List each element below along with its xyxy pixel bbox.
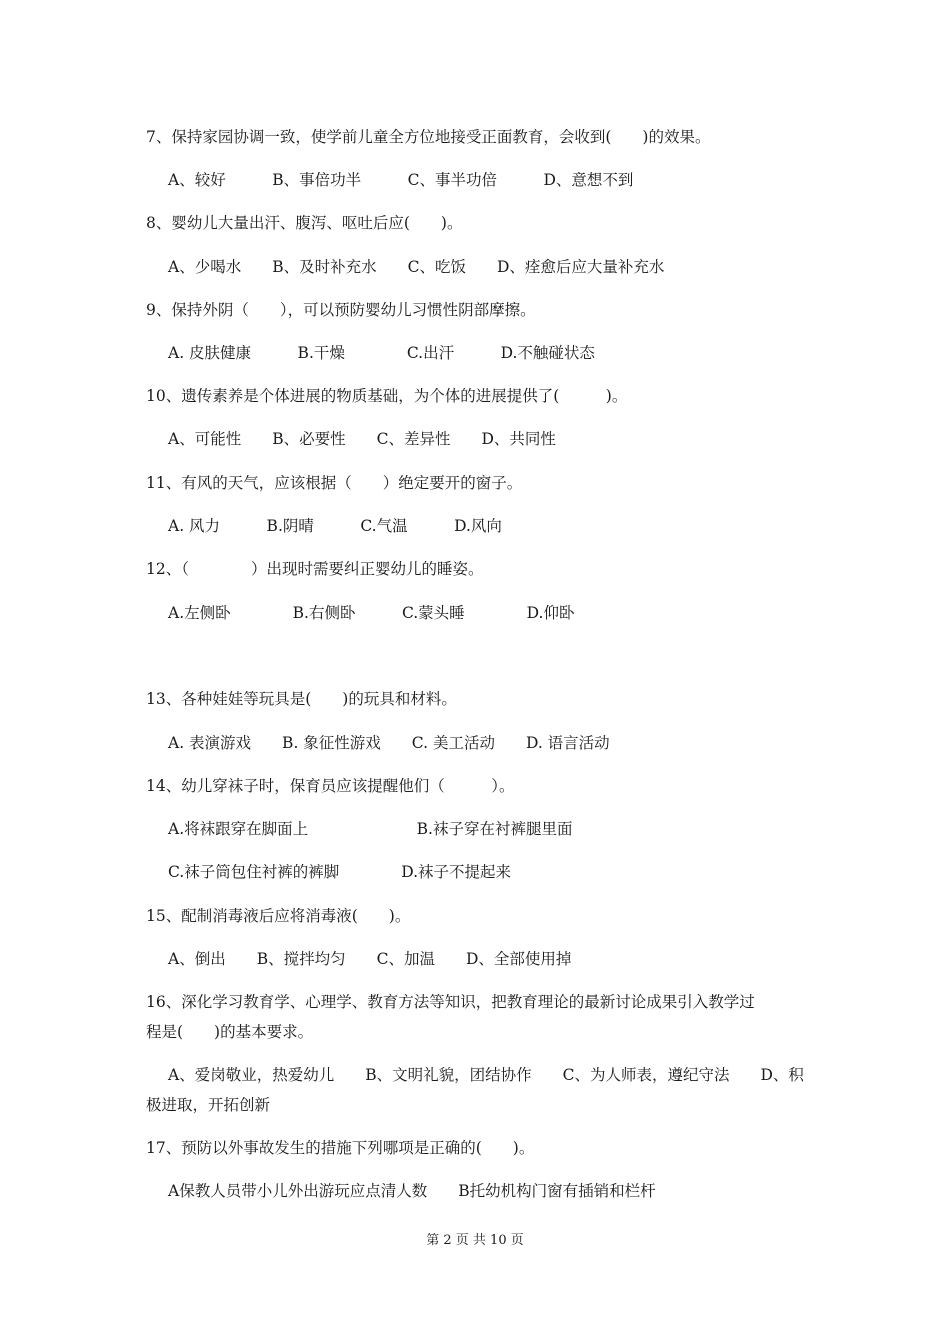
options-8: A、少喝水 B、及时补充水 C、吃饭 D、痊愈后应大量补充水 [168, 258, 665, 276]
options-11: A. 风力 B.阴晴 C.气温 D.风向 [168, 517, 502, 535]
question-14: 14、幼儿穿袜子时，保育员应该提醒他们（ ）。 [146, 777, 515, 795]
options-12: A.左侧卧 B.右侧卧 C.蒙头睡 D.仰卧 [168, 604, 575, 622]
question-17: 17、预防以外事故发生的措施下列哪项是正确的( )。 [146, 1139, 535, 1157]
page-footer: 第 2 页 共 10 页 [426, 1233, 524, 1248]
options-14-row2: C.袜子筒包住衬裤的裤脚 D.袜子不提起来 [168, 863, 512, 881]
question-16: 16、深化学习教育学、心理学、教育方法等知识，把教育理论的最新讨论成果引入教学过 [146, 993, 755, 1011]
question-9: 9、保持外阴（ ），可以预防婴幼儿习惯性阴部摩擦。 [146, 301, 536, 319]
options-16: A、爱岗敬业，热爱幼儿 B、文明礼貌，团结协作 C、为人师表，遵纪守法 D、积 [168, 1066, 804, 1084]
options-14-row1: A.将袜跟穿在脚面上 B.袜子穿在衬裤腿里面 [168, 820, 573, 838]
options-7: A、较好 B、事倍功半 C、事半功倍 D、意想不到 [168, 171, 634, 189]
question-7: 7、保持家园协调一致，使学前儿童全方位地接受正面教育，会收到( )的效果。 [146, 128, 711, 146]
options-13: A. 表演游戏 B. 象征性游戏 C. 美工活动 D. 语言活动 [168, 734, 610, 752]
question-8: 8、婴幼儿大量出汗、腹泻、呕吐后应( )。 [146, 214, 463, 232]
question-11: 11、有风的天气，应该根据（ ）绝定要开的窗子。 [146, 474, 523, 492]
options-10: A、可能性 B、必要性 C、差异性 D、共同性 [168, 430, 556, 448]
question-10: 10、遗传素养是个体进展的物质基础，为个体的进展提供了( )。 [146, 387, 628, 405]
options-15: A、倒出 B、搅拌均匀 C、加温 D、全部使用掉 [168, 950, 572, 968]
options-9: A. 皮肤健康 B.干燥 C.出汗 D.不触碰状态 [168, 344, 595, 362]
question-12: 12、（ ）出现时需要纠正婴幼儿的睡姿。 [146, 560, 484, 578]
question-16-cont: 程是( )的基本要求。 [146, 1023, 314, 1041]
options-17: A保教人员带小儿外出游玩应点清人数 B托幼机构门窗有插销和栏杆 [168, 1182, 656, 1200]
question-13: 13、各种娃娃等玩具是( )的玩具和材料。 [146, 690, 457, 708]
options-16-cont: 极进取，开拓创新 [146, 1096, 271, 1114]
question-15: 15、配制消毒液后应将消毒液( )。 [146, 907, 411, 925]
